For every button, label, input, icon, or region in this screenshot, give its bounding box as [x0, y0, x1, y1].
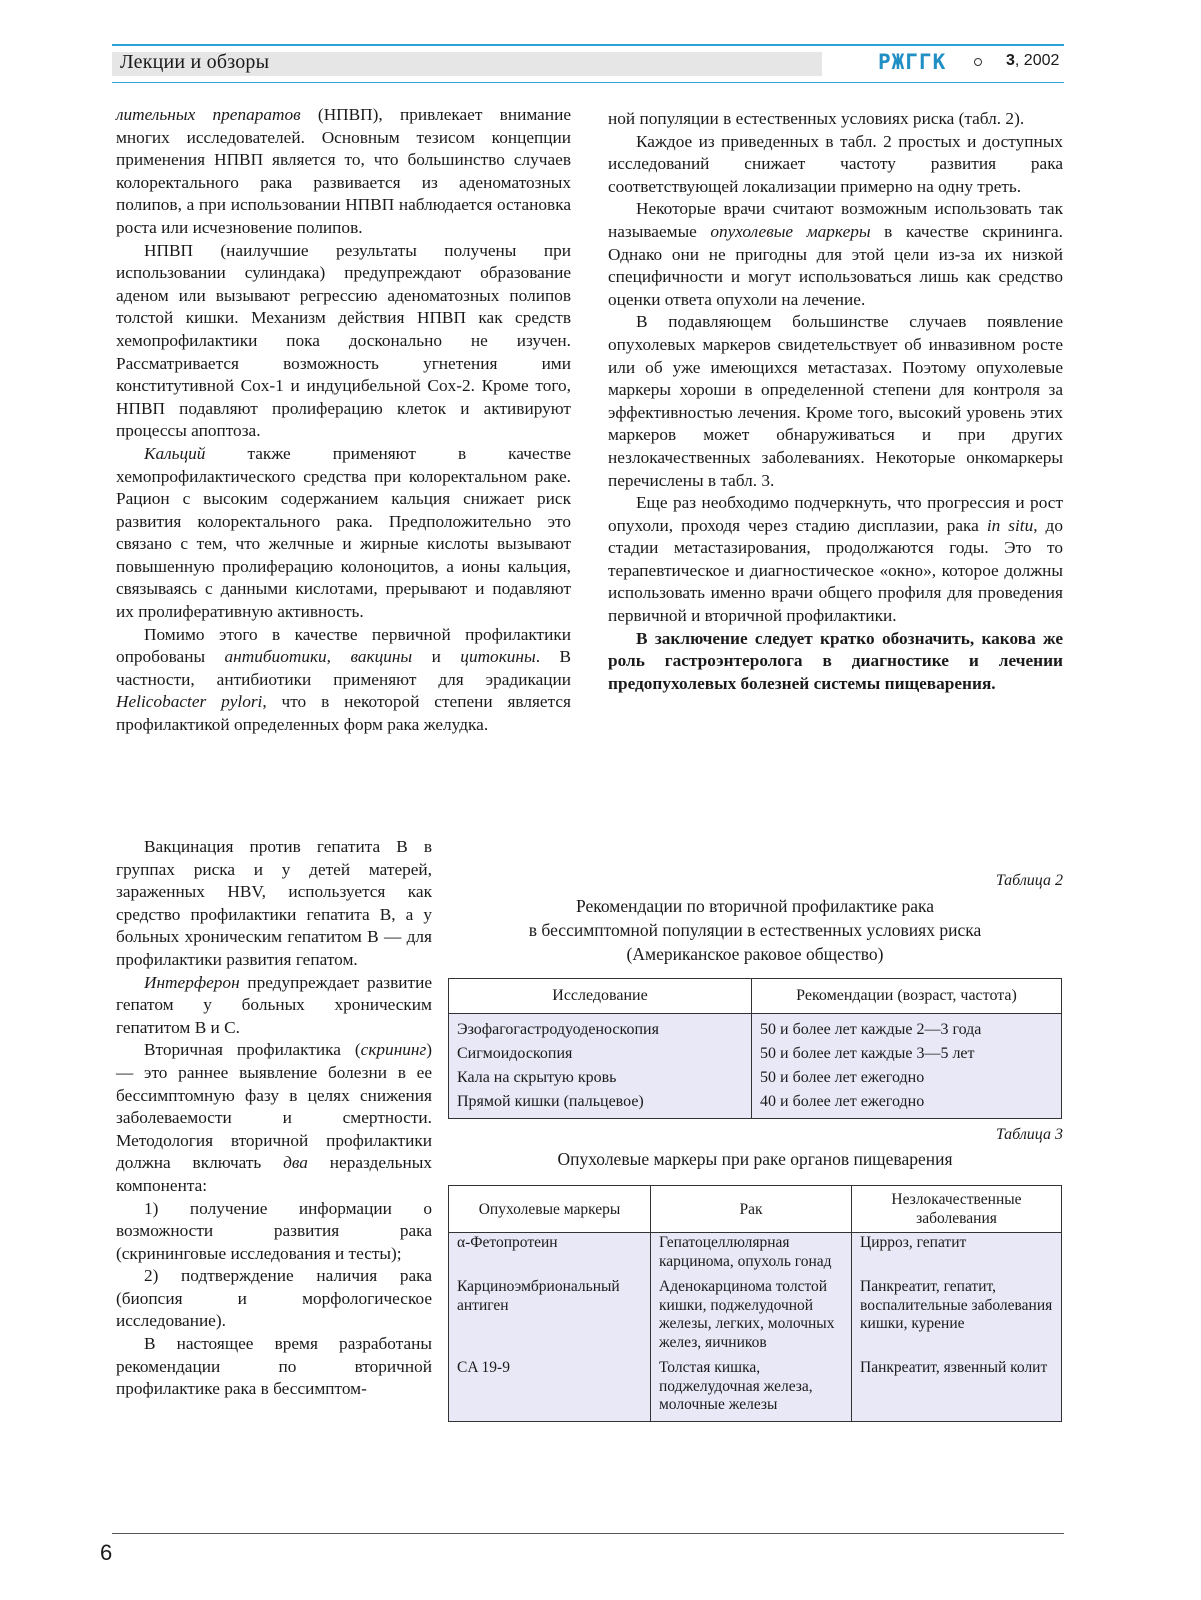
table3-caption: Таблица 3	[995, 1126, 1063, 1143]
table-cell: 50 и более лет каждые 2—3 года	[752, 1014, 1062, 1044]
page-number: 6	[100, 1540, 113, 1565]
italic-text: два	[283, 1153, 308, 1173]
table-cell: Прямой кишки (пальцевое)	[449, 1091, 752, 1119]
table-cell: Гепатоцеллюлярная карцинома, опухоль гонад	[651, 1233, 852, 1278]
text-run: 1) получение информации о возможности развития рака (скрининговые исследования и тесты);	[116, 1198, 432, 1263]
text-run: В подавляющем большинстве случаев появление опухолевых маркеров свидетельствует об инвазивном росте или об уже имеющихся метастазах. Поэтому опухолевые маркеры хороши в определенной степени для контроля за эффективностью лечения. Кроме того, высокий уровень этих маркеров может обнаруживаться и при других незлокачественных заболеваниях. Некоторые онкомаркеры перечислены в табл. 3.	[608, 312, 1063, 490]
paragraph	[608, 198, 1063, 311]
table-cell: Кала на скрытую кровь	[449, 1067, 752, 1091]
text-run: Вторичная профилактика (	[144, 1040, 361, 1060]
table-row	[449, 1067, 1062, 1091]
table2-title-line: Рекомендации по вторичной профилактике рака	[576, 896, 934, 916]
bullet-icon	[974, 58, 982, 66]
table-cell: Аденокарцинома толстой кишки, поджелудочной железы, легких, молочных желез, яичников	[651, 1277, 852, 1358]
right-column	[608, 108, 1063, 695]
paragraph	[116, 443, 571, 624]
issue-number: 3	[1006, 52, 1015, 69]
italic-text: цитокины	[460, 647, 536, 667]
paragraph	[116, 624, 571, 737]
text-run: нераздельных компонента:	[116, 1153, 433, 1195]
italic-text: антибиотики, вакцины	[224, 647, 413, 667]
text-run: и	[412, 647, 461, 667]
table2-caption: Таблица 2	[995, 872, 1063, 889]
table-header: Опухолевые маркеры	[449, 1186, 651, 1233]
table-row	[449, 1277, 1062, 1358]
table-cell: Панкреатит, гепатит, воспалительные заболевания кишки, курение	[852, 1277, 1062, 1358]
text-run: в качестве скрининга. Однако они не пригодны для этой цели из-за их низкой специфичности и могут использоваться лишь как средство оценки ответа опухоли на лечение.	[608, 221, 1063, 309]
table-row	[449, 1014, 1062, 1044]
italic-text: опухолевые маркеры	[710, 221, 871, 241]
table-row	[449, 1358, 1062, 1421]
table2-title	[448, 894, 1062, 966]
table-header: Рак	[651, 1186, 852, 1233]
text-run: ) — это раннее выявление болезни в ее бессимптомную фазу в целях снижения заболеваемости и смертности. Методология вторичной профилактики должна включать	[116, 1040, 432, 1173]
table-cell: 50 и более лет каждые 3—5 лет	[752, 1043, 1062, 1067]
italic-text: Кальций	[144, 443, 206, 463]
text-run: Каждое из приведенных в табл. 2 простых и доступных исследований снижает частоту развития рака соответствующей локализации примерно на одну треть.	[608, 131, 1063, 196]
paragraph	[608, 131, 1063, 199]
left-column	[116, 104, 571, 737]
text-run: ной популяции в естественных условиях риска (табл. 2).	[608, 109, 1025, 128]
header-bottom-rule	[112, 82, 1064, 83]
issue-label	[1006, 52, 1059, 70]
text-run: В настоящее время разработаны рекомендации по вторичной профилактике рака в бессимптом-	[116, 1334, 432, 1399]
table-header: Рекомендации (возраст, частота)	[752, 979, 1062, 1014]
table-cell: Толстая кишка, поджелудочная железа, молочные железы	[651, 1358, 852, 1421]
text-run: НПВП (наилучшие результаты получены при использовании сулиндака) предупреждают образование аденом или вызывают регрессию аденоматозных полипов толстой кишки. Механизм действия НПВП как средств хемопрофилактики пока досконально не изучен. Рассматривается возможность угнетения ими конститутивной Cox-1 и индуцибельной Cox-2. Кроме того, НПВП подавляют пролиферацию клеток и активируют процессы апоптоза.	[116, 240, 571, 441]
paragraph	[608, 492, 1063, 628]
table2-title-line: (Американское раковое общество)	[626, 944, 884, 964]
footer-rule	[112, 1533, 1064, 1534]
bold-text: В заключение следует кратко обозначить, какова же роль гастроэнтеролога в диагностике и лечении предопухолевых болезней системы пищеварения.	[608, 628, 1063, 693]
paragraph	[116, 240, 571, 443]
italic-text: скрининг	[360, 1040, 427, 1060]
text-run: . В частности, антибиотики применяют для эрадикации	[116, 647, 572, 689]
text-run: (НПВП), привлекает внимание многих исследователей. Основным тезисом концепции применения НПВП является то, что большинство случаев колоректального рака развивается из аденоматозных полипов, а при использовании НПВП наблюдается остановка роста или исчезновение полипов.	[116, 105, 571, 237]
table-cell: Панкреатит, язвенный колит	[852, 1358, 1062, 1421]
text-run: до стадии метастазирования, продолжаются годы. Это то терапевтическое и диагностическое «окно», которое должны использовать именно врачи общего профиля для проведения первичной и вторичной профилактики.	[608, 515, 1063, 626]
paragraph	[608, 311, 1063, 492]
table2	[448, 978, 1062, 1119]
italic-text: in situ,	[986, 515, 1038, 535]
paragraph	[116, 1039, 432, 1197]
table-row	[449, 1043, 1062, 1067]
issue-year: , 2002	[1014, 52, 1060, 69]
left-narrow-column	[116, 836, 432, 1401]
table-cell: Карциноэмбриональный антиген	[449, 1277, 651, 1358]
paragraph	[116, 104, 571, 240]
text-run: , что в некоторой степени является профилактикой определенных форм рака желудка.	[116, 692, 571, 735]
table-cell: 50 и более лет ежегодно	[752, 1067, 1062, 1091]
text-run: предупреждает развитие гепатом у больных хроническим гепатитом В и С.	[116, 972, 432, 1037]
table-header: Незлокачественные заболевания	[852, 1186, 1062, 1233]
paragraph	[608, 108, 1063, 131]
table-cell: 40 и более лет ежегодно	[752, 1091, 1062, 1119]
table-header: Исследование	[449, 979, 752, 1014]
table-cell: CA 19-9	[449, 1358, 651, 1421]
paragraph	[116, 1198, 432, 1266]
table-cell: Эзофагогастродуоденоскопия	[449, 1014, 752, 1044]
table-cell: Цирроз, гепатит	[852, 1233, 1062, 1278]
paragraph	[116, 1265, 432, 1333]
paragraph	[608, 628, 1063, 696]
text-run: Вакцинация против гепатита В в группах риска и у детей матерей, зараженных HBV, используется как средство профилактики гепатита В, а у больных хроническим гепатитом В — для профилактики развития гепатом.	[116, 837, 432, 969]
table3-title: Опухолевые маркеры при раке органов пищеварения	[557, 1149, 953, 1169]
paragraph	[116, 836, 432, 972]
text-run: 2) подтверждение наличия рака (биопсия и морфологическое исследование).	[116, 1266, 432, 1331]
text-run: Еще раз необходимо подчеркнуть, что прогрессия и рост опухоли, проходя через стадию дисплазии, рака	[608, 493, 1063, 535]
text-run: также применяют в качестве хемопрофилактического средства при колоректальном раке. Рацион с высоким содержанием кальция снижает риск развития колоректального рака. Предположительно это связано с тем, что желчные и жирные кислоты вызывают повышенную пролиферацию колоноцитов, а ионы кальция, связываясь с данными кислотами, прерывают и подавляют их пролиферативную активность.	[116, 443, 571, 622]
table2-title-line: в бессимптомной популяции в естественных условиях риска	[528, 920, 982, 940]
text-run: Некоторые врачи считают возможным использовать так называемые	[608, 199, 1063, 241]
paragraph	[116, 1333, 432, 1401]
paragraph	[116, 972, 432, 1040]
table-cell: α-Фетопротеин	[449, 1233, 651, 1278]
table-cell: Сигмоидоскопия	[449, 1043, 752, 1067]
table-row	[449, 1233, 1062, 1278]
header-top-rule	[112, 44, 1064, 46]
italic-text: Helicobacter pylori	[116, 692, 263, 712]
text-run: Помимо этого в качестве первичной профилактики опробованы	[116, 624, 571, 667]
italic-text: лительных препаратов	[116, 105, 301, 124]
section-title: Лекции и обзоры	[120, 51, 270, 73]
journal-logo: РЖГГК	[878, 50, 947, 74]
table-row	[449, 1091, 1062, 1119]
italic-text: Интерферон	[144, 972, 240, 992]
table3	[448, 1185, 1062, 1422]
